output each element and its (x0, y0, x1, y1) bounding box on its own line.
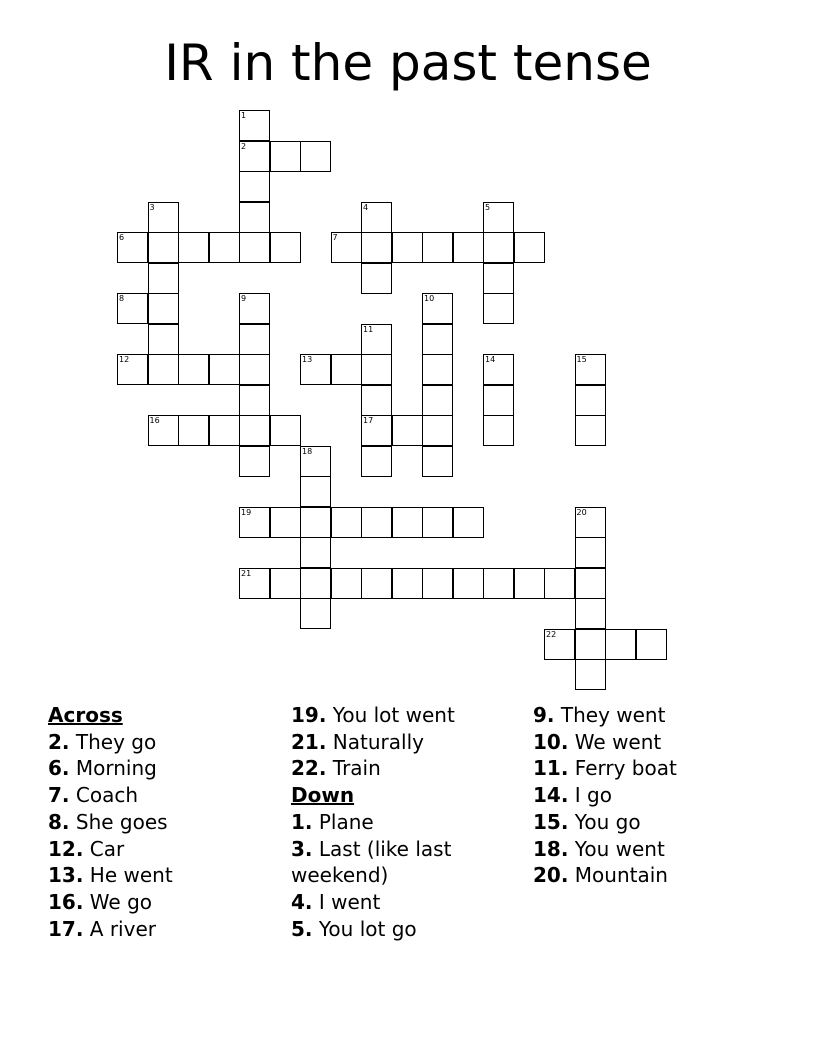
clue-item-text: She goes (75, 809, 168, 834)
grid-cell[interactable] (483, 568, 514, 599)
grid-cell[interactable] (270, 507, 301, 538)
clue-number: 17 (363, 416, 374, 425)
clue-item-text: I go (574, 783, 612, 808)
grid-cell[interactable] (209, 415, 240, 446)
grid-cell[interactable] (209, 354, 240, 385)
grid-cell[interactable] (239, 171, 270, 202)
clue-item-number: 7. (48, 783, 70, 808)
grid-cell[interactable] (453, 232, 484, 263)
grid-cell[interactable] (575, 568, 606, 599)
grid-cell[interactable] (361, 263, 392, 294)
clue-item-number: 6. (48, 756, 70, 781)
grid-cell[interactable] (453, 507, 484, 538)
clue-item-text: You lot go (318, 916, 417, 941)
clue-number: 12 (119, 355, 130, 364)
clue-item-text: Plane (318, 809, 374, 834)
clue-item-number: 12. (48, 836, 84, 861)
grid-cell[interactable] (575, 385, 606, 416)
grid-cell[interactable] (117, 354, 148, 385)
clue-item-number: 18. (533, 836, 569, 861)
clue-item (533, 702, 763, 729)
grid-cell[interactable] (239, 446, 270, 477)
grid-cell[interactable] (605, 629, 636, 660)
clue-item (48, 729, 278, 756)
clue-item-number: 1. (291, 809, 313, 834)
grid-cell[interactable] (239, 202, 270, 233)
grid-cell[interactable] (422, 507, 453, 538)
clue-item-text: You go (574, 809, 641, 834)
clue-item-number: 15. (533, 809, 569, 834)
clue-item (48, 836, 278, 863)
clue-item (48, 782, 278, 809)
down-heading: Down (291, 783, 355, 808)
clue-item (533, 862, 763, 889)
clue-item (291, 809, 521, 836)
grid-cell[interactable] (239, 354, 270, 385)
grid-cell[interactable] (148, 354, 179, 385)
clue-item-text: Train (332, 756, 381, 781)
clue-number: 16 (149, 416, 160, 425)
clue-item-number: 22. (291, 756, 327, 781)
clue-number: 11 (363, 324, 374, 334)
grid-cell[interactable] (575, 415, 606, 446)
grid-cell[interactable] (239, 232, 270, 263)
clue-item-number: 2. (48, 729, 70, 754)
clue-item (533, 836, 763, 863)
grid-cell[interactable] (331, 232, 362, 263)
clue-item (533, 809, 763, 836)
grid-cell[interactable] (331, 568, 362, 599)
clue-item (48, 916, 278, 943)
grid-cell[interactable] (300, 598, 331, 629)
grid-cell[interactable] (239, 110, 270, 141)
grid-cell[interactable] (636, 629, 667, 660)
grid-cell[interactable] (117, 293, 148, 324)
grid-cell[interactable] (148, 415, 179, 446)
clue-item (533, 729, 763, 756)
clue-item (533, 755, 763, 782)
clue-item (48, 809, 278, 836)
page-title: IR in the past tense (164, 34, 652, 92)
clue-item-number: 17. (48, 916, 84, 941)
clue-number: 2 (241, 141, 247, 151)
grid-cell[interactable] (361, 354, 392, 385)
grid-cell[interactable] (148, 232, 179, 263)
clue-column-2 (291, 702, 521, 942)
clue-item-text: You lot went (332, 703, 455, 727)
clue-column-1 (48, 702, 278, 942)
grid-cell[interactable] (270, 141, 301, 172)
grid-cell[interactable] (361, 446, 392, 477)
grid-cell[interactable] (331, 507, 362, 538)
clue-item-number: 14. (533, 783, 569, 808)
clue-item-text: Naturally (332, 729, 424, 754)
grid-cell[interactable] (300, 446, 331, 477)
clue-item (291, 755, 521, 782)
clue-item-number: 21. (291, 729, 327, 754)
grid-cell[interactable] (239, 507, 270, 538)
clue-item (48, 889, 278, 916)
clue-item (291, 702, 521, 729)
clue-number: 6 (119, 233, 125, 242)
clue-item-number: 11. (533, 756, 569, 781)
grid-cell[interactable] (575, 629, 606, 660)
clue-item-text: He went (89, 863, 173, 888)
grid-cell[interactable] (361, 232, 392, 263)
grid-cell[interactable] (361, 385, 392, 416)
grid-cell[interactable] (239, 415, 270, 446)
clue-item-text: Ferry boat (574, 756, 677, 781)
grid-cell[interactable] (178, 415, 209, 446)
grid-cell[interactable] (422, 385, 453, 416)
clue-item-text: We go (89, 889, 152, 914)
grid-cell[interactable] (544, 568, 575, 599)
clue-item (291, 916, 521, 943)
clue-number: 10 (424, 294, 435, 303)
grid-cell[interactable] (483, 293, 514, 324)
grid-cell[interactable] (178, 232, 209, 263)
clue-item-text: We went (574, 729, 662, 754)
grid-cell[interactable] (270, 568, 301, 599)
grid-cell[interactable] (514, 568, 545, 599)
clue-item-number: 13. (48, 863, 84, 888)
grid-cell[interactable] (575, 537, 606, 568)
clue-number: 5 (485, 202, 491, 212)
grid-cell[interactable] (392, 507, 423, 538)
grid-cell[interactable] (300, 507, 331, 538)
grid-cell[interactable] (483, 354, 514, 385)
grid-cell[interactable] (575, 507, 606, 538)
grid-cell[interactable] (300, 537, 331, 568)
grid-cell[interactable] (331, 354, 362, 385)
grid-cell[interactable] (270, 232, 301, 263)
grid-cell[interactable] (483, 232, 514, 263)
clue-item-text: They went (560, 703, 666, 727)
grid-cell[interactable] (361, 202, 392, 233)
grid-cell[interactable] (239, 141, 270, 172)
clue-item-text: A river (89, 916, 156, 941)
clue-item-text: They go (75, 729, 157, 754)
grid-cell[interactable] (148, 202, 179, 233)
grid-cell[interactable] (239, 568, 270, 599)
clue-item (48, 862, 278, 889)
clue-number: 22 (546, 629, 557, 639)
clue-number: 13 (302, 355, 313, 364)
clue-number: 18 (302, 446, 313, 456)
grid-cell[interactable] (483, 202, 514, 233)
grid-cell[interactable] (148, 324, 179, 355)
across-heading: Across (48, 703, 123, 727)
clue-item-text: You went (574, 836, 665, 861)
grid-cell[interactable] (209, 232, 240, 263)
clue-number: 20 (576, 507, 587, 517)
clue-number: 1 (241, 111, 247, 120)
clue-number: 15 (576, 355, 587, 364)
grid-cell[interactable] (361, 568, 392, 599)
grid-cell[interactable] (117, 232, 148, 263)
grid-cell[interactable] (300, 476, 331, 507)
grid-cell[interactable] (422, 415, 453, 446)
clue-number: 9 (241, 294, 247, 303)
grid-cell[interactable] (514, 232, 545, 263)
clue-number: 8 (119, 294, 125, 303)
clue-item (291, 729, 521, 756)
clue-number: 21 (241, 568, 252, 578)
grid-cell[interactable] (575, 354, 606, 385)
clue-item-number: 8. (48, 809, 70, 834)
clue-column-3 (533, 702, 763, 889)
grid-cell[interactable] (422, 232, 453, 263)
clue-number: 3 (149, 202, 155, 212)
grid-cell[interactable] (483, 263, 514, 294)
clue-item-number: 10. (533, 729, 569, 754)
clue-number: 7 (332, 233, 338, 242)
clue-item (533, 782, 763, 809)
grid-cell[interactable] (148, 293, 179, 324)
clue-item-text: I went (318, 889, 381, 914)
clue-item-text: Morning (75, 756, 157, 781)
clue-item-number: 9. (533, 703, 555, 727)
clue-item-text: Last (like last weekend) (291, 836, 452, 888)
clue-item-text: Mountain (574, 863, 668, 888)
grid-cell[interactable] (270, 415, 301, 446)
grid-cell[interactable] (422, 324, 453, 355)
grid-cell[interactable] (300, 568, 331, 599)
clue-number: 4 (363, 202, 369, 212)
grid-cell[interactable] (422, 354, 453, 385)
grid-cell[interactable] (453, 568, 484, 599)
grid-cell[interactable] (239, 324, 270, 355)
clue-item-number: 4. (291, 889, 313, 914)
clue-item-text: Car (89, 836, 125, 861)
clue-number: 14 (485, 355, 496, 364)
grid-cell[interactable] (361, 415, 392, 446)
grid-cell[interactable] (361, 507, 392, 538)
clue-item-number: 19. (291, 703, 327, 727)
clue-item-number: 3. (291, 836, 313, 861)
grid-cell[interactable] (148, 263, 179, 294)
clue-item (291, 836, 521, 889)
grid-cell[interactable] (392, 232, 423, 263)
grid-cell[interactable] (483, 385, 514, 416)
clue-item-number: 20. (533, 863, 569, 888)
grid-cell[interactable] (483, 415, 514, 446)
grid-cell[interactable] (544, 629, 575, 660)
clue-item (48, 755, 278, 782)
grid-cell[interactable] (575, 598, 606, 629)
clue-item-number: 16. (48, 889, 84, 914)
grid-cell[interactable] (422, 446, 453, 477)
grid-cell[interactable] (300, 141, 331, 172)
clue-item-number: 5. (291, 916, 313, 941)
grid-cell[interactable] (422, 293, 453, 324)
grid-cell[interactable] (239, 385, 270, 416)
grid-cell[interactable] (178, 354, 209, 385)
grid-cell[interactable] (575, 659, 606, 690)
grid-cell[interactable] (361, 324, 392, 355)
clue-item-text: Coach (75, 783, 139, 808)
clue-item (291, 889, 521, 916)
clue-number: 19 (241, 507, 252, 517)
grid-cell[interactable] (422, 568, 453, 599)
grid-cell[interactable] (392, 568, 423, 599)
grid-cell[interactable] (392, 415, 423, 446)
grid-cell[interactable] (300, 354, 331, 385)
grid-cell[interactable] (239, 293, 270, 324)
